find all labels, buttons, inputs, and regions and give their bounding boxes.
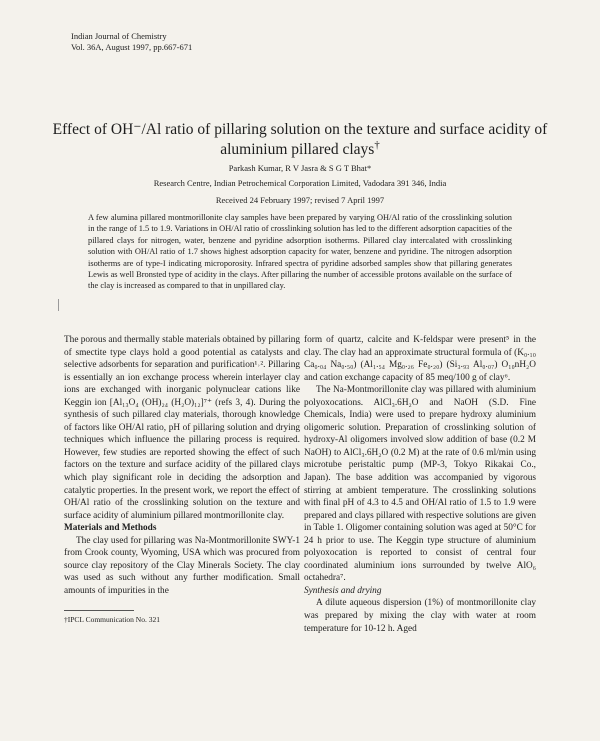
journal-header [71,31,192,53]
synthesis-paragraph: A dilute aqueous dispersion (1%) of montmorillonite clay was prepared by mixing the clay with water at room temperature for 10-12 h. Aged [304,598,536,634]
abstract: A few alumina pillared montmorillonite clay samples have been prepared by varying OH/Al ratio of the crosslinking solution in the range of 1.5 to 1.9. Variations in OH/Al ratio of crosslinking solution has led to the different adsorption capacities of the pillared clays for nitrogen, water, benzene and pyridine adsorption isotherms. Pillared clay intercalated with crosslinking solution with OH/Al ratio of 1.7 shows highest adsorption capacity for water, benzene and pyridine. The nitrogen adsorption isotherms are of type-I indicating microporosity. Infrared spectra of pyridine adsorbed samples show that pillaring generates Lewis as well Bronsted type of acidity in the clays. After pillaring the number of accessible protons available on the surface of the clay is increased as compared to that in unpillared clay. [88,213,512,291]
footnote-rule [64,610,134,611]
intro-paragraph: The porous and thermally stable materials obtained by pillaring of smectite type clays hold a good potential as catalysts and selective adsorbents for separation and purification¹˒². Pillaring is essentially an ion exchange process wherein interlayer clay ions are exchanged with inorganic polynuclear cations like Keggin ion [Al₁₃O₄ (OH)₂₄ (H₂O)₁₂]⁷⁺ (refs 3, 4). During the synthesis of such pillared clay materials, thorough knowledge of factors like OH/Al ratio, pH of pillaring solution and drying techniques which influence the pillaring process is required. However, few studies are reported showing the effect of such factors on the texture and surface acidity of the pillared clays which play significant role in deciding the adsorption and catalytic properties. In the present work, we report the effect of OH/Al ratio of the crosslinking solution on the texture and surface acidity of aluminium pillared montmorillonite clay. [64,335,300,521]
footnote: †IPCL Communication No. 321 [64,615,160,625]
received-dates: Received 24 February 1997; revised 7 April 1997 [215,195,385,205]
margin-mark [58,299,59,311]
article-title [40,120,560,160]
right-column [304,334,536,635]
title-line-2: aluminium pillared clays [220,141,375,158]
clay-paragraph: form of quartz, calcite and K-feldspar were present⁵ in the clay. The clay had an approximate structural formula of (K₀.₁₀ Ca₀.₀₄ Na₀.₅₀) (Al₁.₅₄ Mg₀.₂₆ Fe₀.₂₀) (Si₃.₉₃ Al₀.₀₇) O₁₀nH₂O and cation exchange capacity of 85 meq/100 g of clay⁶. [304,335,536,383]
pillaring-paragraph: The Na-Montmorillonite clay was pillared with aluminium polyoxocations. AlCl₃.6H₂O and NaOH (S.D. Fine Chemicals, India) were used to prepare hydroxy aluminium oligomeric solution. Preparation of crosslinking solution of hydroxy-Al oligomers involved slow addition of base (0.2 M NaOH) to AlCl₃.6H₂O (0.2 M) at the rate of 0.6 ml/min using microtube peristaltic pump (MP-3, Tokyo Rikakai Co., Japan). The base addition was accompanied by vigorous stirring at ambient temperature. The crosslinking solutions with final pH of 4.3 to 4.5 and OH/Al ratio of 1.5 to 1.9 were prepared and clays pillared with respective solutions are given in Table 1. Oligomer containing solution was aged at 50°C for 24 h prior to use. The Keggin type structure of aluminium polyoxocation is reported to consist of central four coordinated aluminium ions surrounded by twelve AlO₆ octahedra⁷. [304,385,536,584]
journal-volume: Vol. 36A, August 1997, pp.667-671 [71,42,193,52]
subsection-heading: Synthesis and drying [304,585,382,596]
title-footnote-mark: † [374,138,380,151]
title-line-1: Effect of OH⁻/Al ratio of pillaring solution on the texture and surface acidity of [52,121,548,138]
journal-name: Indian Journal of Chemistry [71,31,167,41]
section-heading: Materials and Methods [64,523,157,534]
left-column [64,334,300,625]
methods-paragraph: The clay used for pillaring was Na-Montmorillonite SWY-1 from Crook county, Wyoming, USA which was procured from source clay repository of the Clay Minerals Society. The clay was used as such without any further modification. Small amounts of impurities in the [64,535,300,596]
affiliation: Research Centre, Indian Petrochemical Corporation Limited, Vadodara 391 346, India [153,178,447,188]
authors: Parkash Kumar, R V Jasra & S G T Bhat* [228,163,372,173]
